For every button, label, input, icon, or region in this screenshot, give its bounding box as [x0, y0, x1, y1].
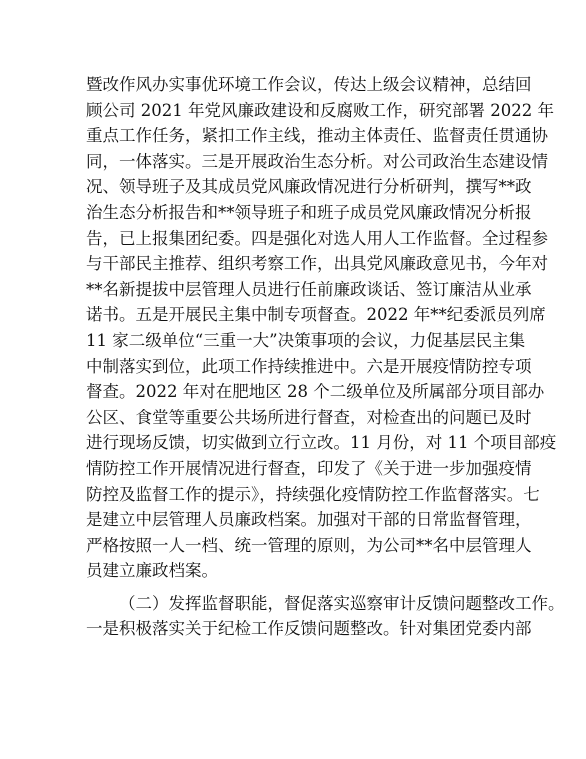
paragraph-2 [86, 591, 565, 642]
document-body [86, 72, 565, 642]
text-line: 督查。2022 年对在肥地区 28 个二级单位及所属部分项目部办 [86, 382, 545, 402]
text-line: 况、领导班子及其成员党风廉政情况进行分析研判，撰写**政 [86, 177, 532, 197]
text-line: 员建立廉政档案。 [86, 561, 218, 581]
text-line: 治生态分析报告和**领导班子和班子成员党风廉政情况分析报 [86, 202, 532, 222]
text-line: 11 家二级单位“三重一大”决策事项的会议，力促基层民主集 [86, 330, 526, 350]
text-line: 顾公司 2021 年党风廉政建设和反腐败工作，研究部署 2022 年 [86, 100, 554, 120]
text-line: 暨改作风办实事优环境工作会议，传达上级会议精神，总结回 [86, 75, 532, 94]
text-line: 诺书。五是开展民主集中制专项督查。2022 年**纪委派员列席 [86, 305, 546, 325]
text-line: 告，已上报集团纪委。四是强化对选人用人工作监督。全过程参 [86, 228, 548, 248]
text-line: 防控及监督工作的提示》，持续强化疫情防控工作监督落实。七 [86, 484, 540, 504]
text-line: 严格按照一人一档、统一管理的原则，为公司**名中层管理人 [86, 535, 532, 555]
text-line: 是建立中层管理人员廉政档案。加强对干部的日常监督管理， [86, 510, 532, 530]
text-line: **名新提拔中层管理人员进行任前廉政谈话、签订廉洁从业承 [86, 279, 532, 299]
text-line: 中制落实到位，此项工作持续推进中。六是开展疫情防控专项 [86, 356, 532, 376]
paragraph-1 [86, 72, 557, 584]
text-line: 重点工作任务，紧扣工作主线，推动主体责任、监督责任贯通协 [86, 126, 548, 146]
text-line: 公区、食堂等重要公共场所进行督查，对检查出的问题已及时 [86, 407, 532, 427]
text-line: 情防控工作开展情况进行督查，印发了《关于进一步加强疫情 [86, 458, 532, 478]
section-heading-line: （二）发挥监督职能，督促落实巡察审计反馈问题整改工作。 [119, 593, 565, 613]
text-line: 与干部民主推荐、组织考察工作，出具党风廉政意见书，今年对 [86, 254, 548, 274]
text-line: 同，一体落实。三是开展政治生态分析。对公司政治生态建设情 [86, 151, 548, 171]
text-line: 一是积极落实关于纪检工作反馈问题整改。针对集团党委内部 [86, 619, 532, 639]
text-line: 进行现场反馈，切实做到立行立改。11 月份，对 11 个项目部疫 [86, 433, 557, 453]
